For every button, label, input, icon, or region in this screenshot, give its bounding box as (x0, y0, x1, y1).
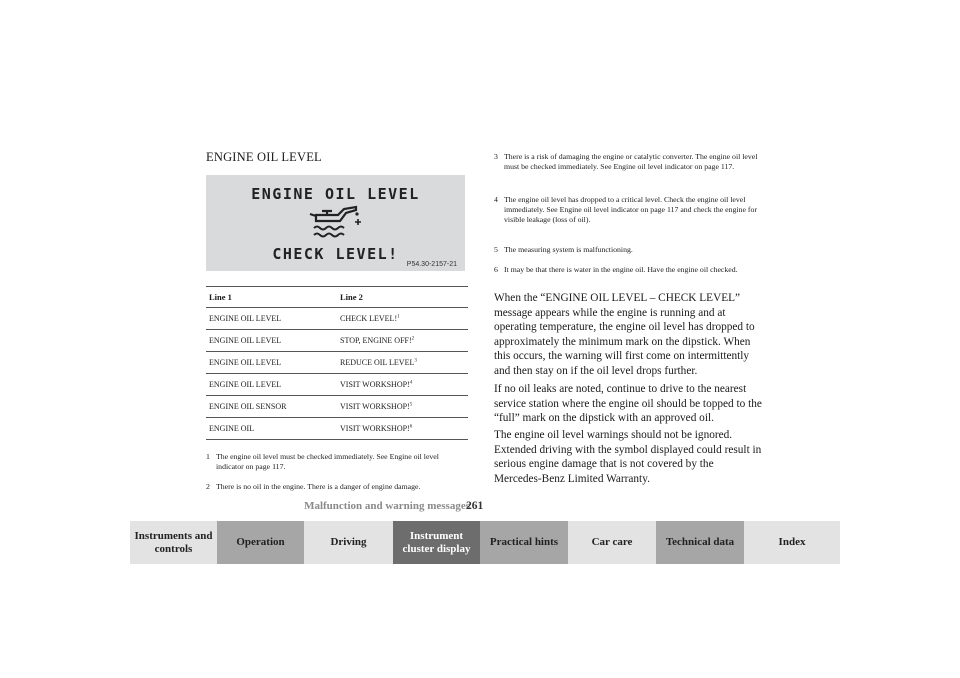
cell-line2: VISIT WORKSHOP!$^6$ (337, 418, 468, 440)
tab-driving[interactable]: Driving (304, 521, 393, 564)
section-label: Malfunction and warning messages (304, 500, 470, 512)
table-row (206, 330, 468, 352)
footnote: 5 The measuring system is malfunctioning. (494, 245, 633, 254)
footnote: 6 It may be that there is water in the engine oil. Have the engine oil checked. (494, 265, 738, 274)
section-title: ENGINE OIL LEVEL (206, 150, 322, 164)
figure-code: P54.30-2157-21 (406, 261, 457, 268)
table-row (206, 418, 468, 440)
tab-operation[interactable]: Operation (217, 521, 304, 564)
page-number: 261 (466, 500, 484, 512)
cell-line2: VISIT WORKSHOP!$^5$ (337, 396, 468, 418)
tab-instruments-and-controls[interactable]: Instruments and controls (130, 521, 217, 564)
tab-car-care[interactable]: Car care (568, 521, 656, 564)
chapter-nav (130, 521, 840, 564)
paragraph: When the “ENGINE OIL LEVEL – CHECK LEVEL” message appears while the engine is running and at operating temperature, the engine oil level has dropped to approximately the minimum mark on the dipstick. When this occurs, the warning will first come on intermittently and then stay on if the oil level drops further. (494, 292, 755, 377)
paragraph: The engine oil level warnings should not be ignored. Extended driving with the symbol displayed could result in serious engine damage that is not covered by the Mercedes-Benz Limited Warranty. (494, 429, 762, 485)
table-row (206, 352, 468, 374)
cell-line1: ENGINE OIL LEVEL (206, 374, 337, 396)
table-row (206, 374, 468, 396)
table-header-row (206, 287, 468, 308)
tab-practical-hints[interactable]: Practical hints (480, 521, 568, 564)
tab-instrument-cluster-display[interactable]: Instrument cluster display (393, 521, 480, 564)
tab-index[interactable]: Index (744, 521, 840, 564)
cell-line1: ENGINE OIL (206, 418, 337, 440)
paragraph: If no oil leaks are noted, continue to drive to the nearest service station where the engine oil should be topped to the “full” mark on the dipstick with an approved oil. (494, 383, 762, 425)
footnote: 3 There is a risk of damaging the engine or catalytic converter. The engine oil level must be checked immediately. See Engine oil level indicator on page 117. (494, 152, 758, 171)
display-line-2: CHECK LEVEL! (272, 245, 399, 263)
footnote: 2 There is no oil in the engine. There is a danger of engine damage. (206, 482, 421, 491)
cell-line1: ENGINE OIL SENSOR (206, 396, 337, 418)
column-header: Line 2 (337, 287, 468, 308)
cell-line2: CHECK LEVEL!$^1$ (337, 308, 468, 330)
display-line-1: ENGINE OIL LEVEL (251, 185, 420, 203)
cell-line1: ENGINE OIL LEVEL (206, 308, 337, 330)
cell-line2: STOP, ENGINE OFF!$^2$ (337, 330, 468, 352)
footnote: 4 The engine oil level has dropped to a critical level. Check the engine oil level immediately. See Engine oil level indicator on page 117 and check the engine for visible leakage (loss of oil). (494, 195, 757, 224)
cell-line1: ENGINE OIL LEVEL (206, 352, 337, 374)
oil-can-icon (308, 205, 366, 239)
table-row (206, 308, 468, 330)
footnote: 1 The engine oil level must be checked immediately. See Engine oil level indicator on page 117. (206, 452, 439, 471)
cell-line2: VISIT WORKSHOP!$^4$ (337, 374, 468, 396)
cell-line2: REDUCE OIL LEVEL$^3$ (337, 352, 468, 374)
message-table (206, 286, 468, 440)
column-header: Line 1 (206, 287, 337, 308)
display-figure (206, 175, 465, 271)
table-row (206, 396, 468, 418)
cell-line1: ENGINE OIL LEVEL (206, 330, 337, 352)
tab-technical-data[interactable]: Technical data (656, 521, 744, 564)
